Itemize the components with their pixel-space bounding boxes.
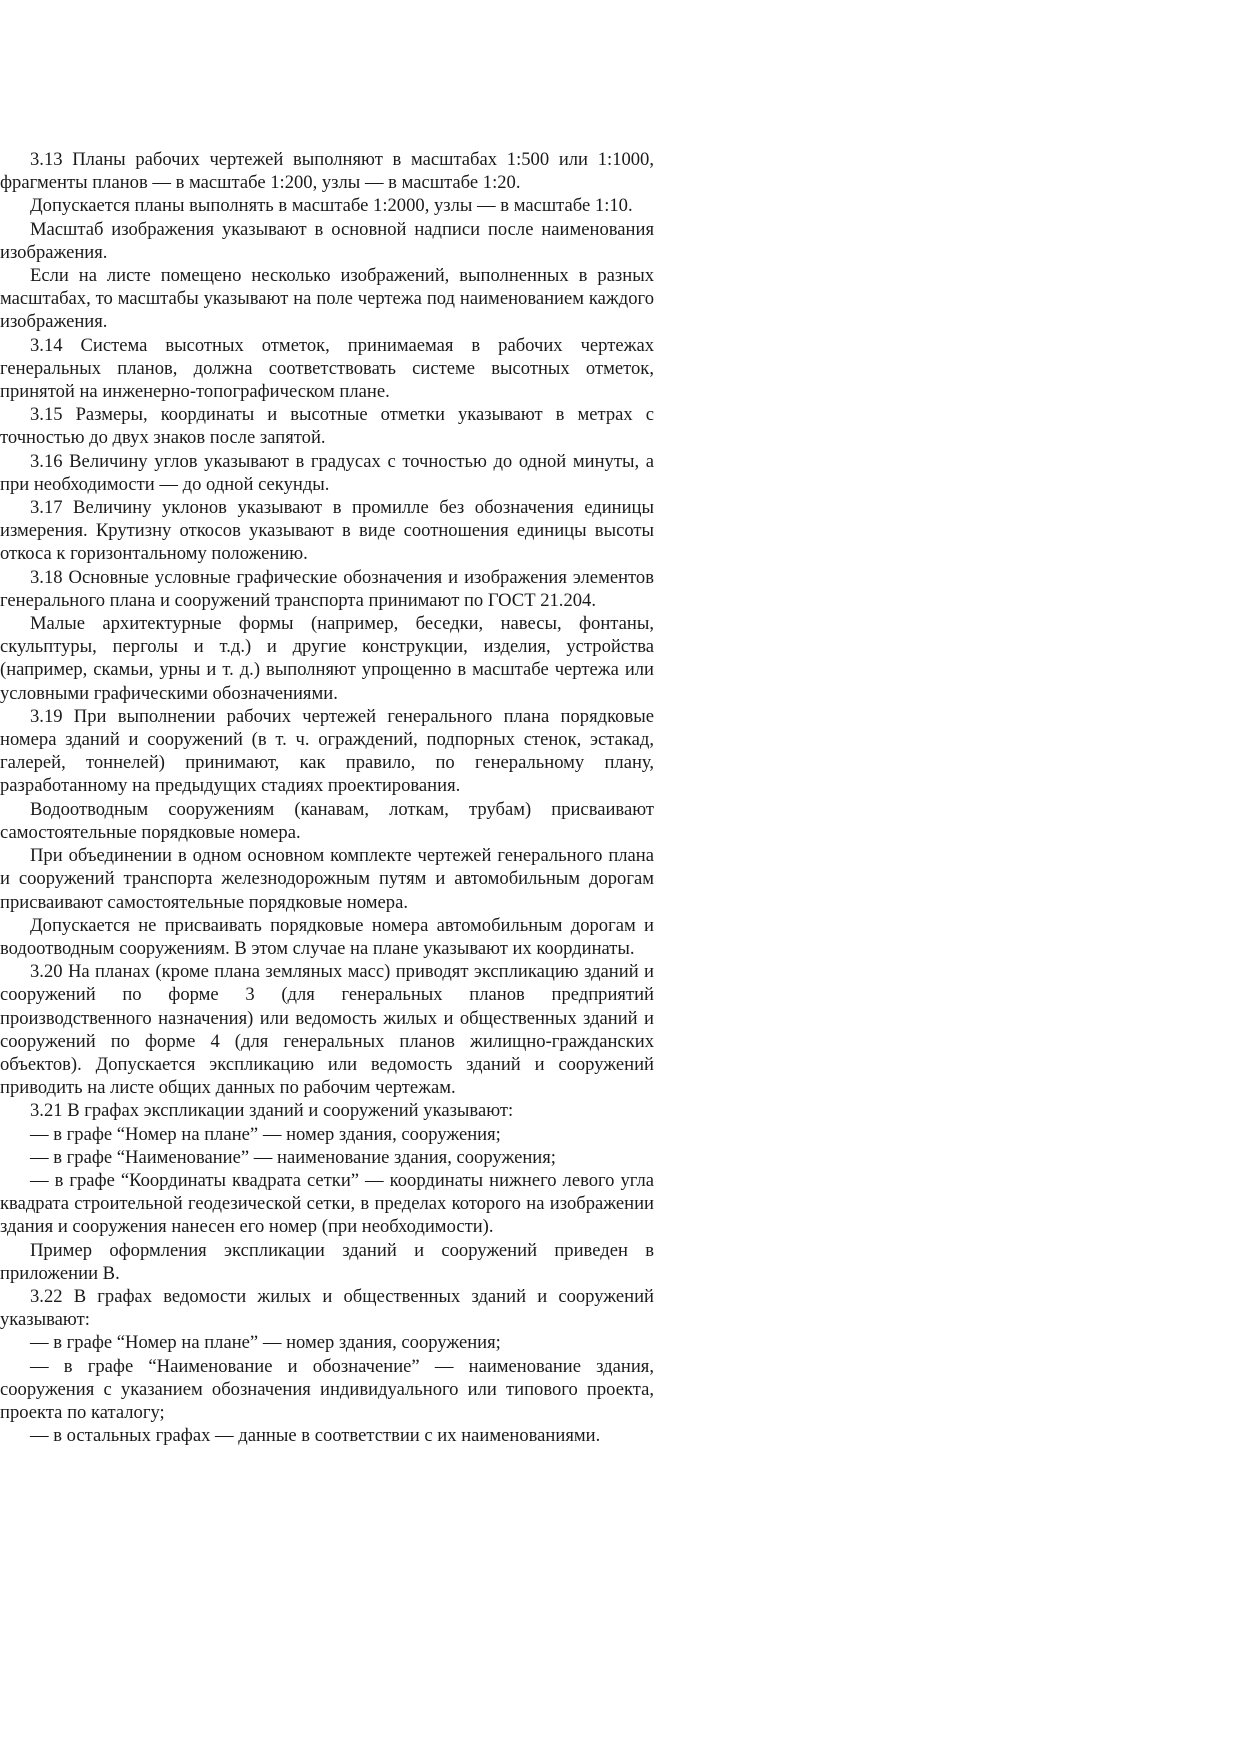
paragraph-3-22: 3.22 В графах ведомости жилых и общественных зданий и сооружений указывают:: [0, 1285, 654, 1331]
paragraph-scale-title-block: Масштаб изображения указывают в основной надписи после наименования изображения.: [0, 218, 654, 263]
list-item-name-designation: — в графе “Наименование и обозначение” — наименование здания, сооружения с указанием обозначения индивидуального или типового проекта, проекта по каталогу;: [0, 1355, 654, 1423]
paragraph-combined-set: При объединении в одном основном комплекте чертежей генерального плана и сооружений транспорта железнодорожным путям и автомобильным дорогам присваивают самостоятельные порядковые номера.: [0, 845, 654, 913]
paragraph-multiple-scales: Если на листе помещено несколько изображений, выполненных в разных масштабах, то масштабы указывают на поле чертежа под наименованием каждого изображения.: [0, 265, 654, 333]
paragraph-3-15: 3.15 Размеры, координаты и высотные отметки указывают в метрах с точностью до двух знаков после запятой.: [0, 404, 654, 449]
list-item-other-columns: — в остальных графах — данные в соответствии с их наименованиями.: [30, 1425, 601, 1447]
list-item-grid-coordinates: — в графе “Координаты квадрата сетки” — координаты нижнего левого угла квадрата строительной геодезической сетки, в пределах которого на изображении здания и сооружения нанесен его номер (при необходимости).: [0, 1169, 654, 1238]
list-item-plan-number: — в графе “Номер на плане” — номер здания, сооружения;: [30, 1123, 501, 1145]
paragraph-3-20: 3.20 На планах (кроме плана земляных масс) приводят экспликацию зданий и сооружений по форме 3 (для генеральных планов предприятий производственного назначения) или ведомость жилых и общественных зданий и сооружений по форме 4 (для генеральных планов жилищно-гражданских объектов). Допускается экспликацию или ведомость зданий и сооружений приводить на листе общих данных по рабочим чертежам.: [0, 961, 654, 1099]
paragraph-no-numbers: Допускается не присваивать порядковые номера автомобильным дорогам и водоотводным сооружениям. В этом случае на плане указывают их координаты.: [0, 914, 654, 959]
paragraph-small-forms: Малые архитектурные формы (например, беседки, навесы, фонтаны, скульптуры, перголы и т.д.) и другие конструкции, изделия, устройства (например, скамьи, урны и т. д.) выполняют упрощенно в масштабе чертежа или условными графическими обозначениями.: [0, 613, 654, 704]
paragraph-scale-allowance: Допускается планы выполнять в масштабе 1:2000, узлы — в масштабе 1:10.: [30, 195, 633, 217]
paragraph-drainage-numbers: Водоотводным сооружениям (канавам, лоткам, трубам) присваивают самостоятельные порядковые номера.: [0, 798, 654, 843]
document-body: [0, 148, 654, 1447]
paragraph-3-14: 3.14 Система высотных отметок, принимаемая в рабочих чертежах генеральных планов, должна соответствовать системе высотных отметок, принятой на инженерно-топографическом плане.: [0, 334, 654, 403]
paragraph-3-13: 3.13 Планы рабочих чертежей выполняют в масштабах 1:500 или 1:1000, фрагменты планов — в масштабе 1:200, узлы — в масштабе 1:20.: [0, 149, 654, 194]
paragraph-3-19: 3.19 При выполнении рабочих чертежей генерального плана порядковые номера зданий и сооружений (в т. ч. ограждений, подпорных стенок, эстакад, галерей, тоннелей) принимают, как правило, по генеральному плану, разработанному на предыдущих стадиях проектирования.: [0, 705, 654, 797]
paragraph-3-16: 3.16 Величину углов указывают в градусах с точностью до одной минуты, а при необходимости — до одной секунды.: [0, 450, 654, 495]
paragraph-3-18: 3.18 Основные условные графические обозначения и изображения элементов генерального плана и сооружений транспорта принимают по ГОСТ 21.204.: [0, 566, 654, 611]
list-item-plan-number-2: — в графе “Номер на плане” — номер здания, сооружения;: [30, 1332, 501, 1354]
paragraph-example-appendix: Пример оформления экспликации зданий и сооружений приведен в приложении В.: [0, 1239, 654, 1284]
paragraph-3-21: 3.21 В графах экспликации зданий и сооружений указывают:: [30, 1100, 514, 1122]
list-item-name: — в графе “Наименование” — наименование здания, сооружения;: [30, 1146, 556, 1168]
paragraph-3-17: 3.17 Величину уклонов указывают в промилле без обозначения единицы измерения. Крутизну откосов указывают в виде соотношения единицы высоты откоса к горизонтальному положению.: [0, 497, 654, 565]
